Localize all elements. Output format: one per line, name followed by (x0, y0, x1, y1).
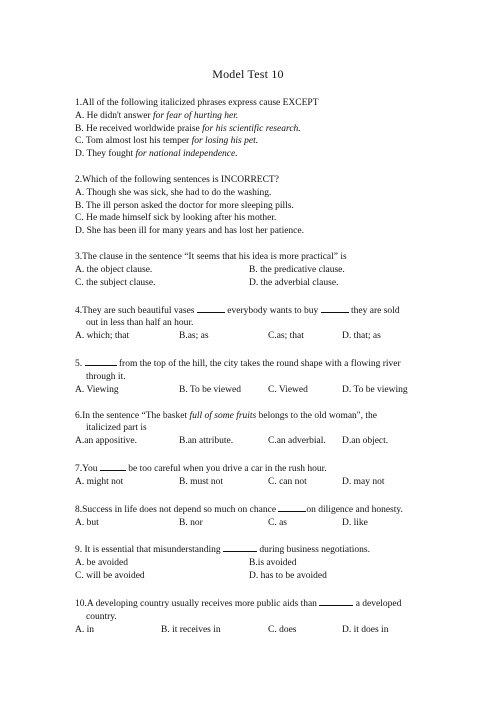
stem-continuation: through it. (86, 371, 126, 382)
stem-text: be too careful when you drive a car in the rush hour. (125, 464, 327, 475)
italic-phrase: for fear of hurting her. (152, 110, 239, 121)
question-2-option-a: A. Though she was sick, she had to do the washing. (75, 187, 272, 198)
stem-text: on diligence and honesty. (306, 504, 403, 515)
answer-blank (197, 303, 225, 313)
italic-phrase: for losing his pet. (191, 136, 259, 147)
question-7-options (75, 476, 423, 489)
question-1-option-d (75, 148, 423, 161)
question-8-options (75, 517, 423, 530)
question-2-option-d: D. She has been ill for many years and has lost her patience. (75, 226, 304, 237)
stem-text: during business negotiations. (257, 545, 370, 556)
stem-text: 9. It is essential that misunderstanding (75, 545, 224, 556)
option-text: A. He didn't answer (75, 110, 153, 121)
question-3-options-row-2 (75, 277, 423, 290)
question-5 (75, 356, 423, 396)
question-10-option-b: B. it receives in (161, 624, 221, 635)
italic-phrase: for his scientific research. (202, 123, 301, 134)
italic-phrase: full of some fruits (189, 410, 257, 421)
question-6-option-b: B.an attribute. (179, 436, 234, 447)
question-8-option-b: B. nor (179, 517, 203, 528)
option-text: C. Tom almost lost his temper (75, 136, 192, 147)
question-9-options-row-1 (75, 557, 423, 570)
stem-text: 4.They are such beautiful vases (75, 305, 197, 316)
answer-blank (100, 461, 126, 471)
question-4-options (75, 330, 423, 343)
answer-blank (278, 502, 306, 512)
answer-blank (319, 596, 353, 606)
stem-text: belongs to the old woman", the (256, 410, 378, 421)
answer-blank (85, 356, 117, 366)
question-6-option-d: D.an object. (342, 436, 389, 447)
question-5-option-c: C. Viewed (268, 384, 308, 395)
stem-text: 10.A developing country usually receives more public aids than (75, 598, 320, 609)
question-4 (75, 303, 423, 343)
stem-text: everybody wants to buy (224, 305, 321, 316)
question-4-option-c: C.as; that (268, 331, 304, 342)
question-list (75, 97, 423, 649)
question-2-stem: 2.Which of the following sentences is INCORRECT? (75, 175, 279, 186)
question-5-option-d: D. To be viewing (342, 384, 408, 395)
italic-phrase: for national independence. (135, 149, 238, 160)
stem-continuation: country. (86, 611, 117, 622)
question-10 (75, 596, 423, 636)
question-6-option-a: A.an appositive. (75, 436, 138, 447)
page-title: Model Test 10 (212, 67, 284, 81)
stem-continuation: out in less than half an hour. (86, 318, 194, 329)
question-6-option-c: C.an adverbial. (268, 436, 326, 447)
question-4-option-b: B.as; as (179, 331, 209, 342)
question-7-option-a: A. might not (75, 476, 124, 487)
question-5-stem (75, 356, 423, 384)
question-1-option-b (75, 123, 423, 136)
question-3-stem: 3.The clause in the sentence “It seems that his idea is more practical” is (75, 252, 347, 263)
question-5-option-a: A. Viewing (75, 384, 119, 395)
stem-text: a developed (353, 598, 402, 609)
question-8-option-d: D. like (342, 517, 368, 528)
question-6-stem (75, 410, 423, 436)
question-9-option-c: C. will be avoided (75, 571, 145, 582)
question-8-stem (75, 502, 423, 517)
question-9-stem (75, 542, 423, 557)
question-1-option-a (75, 110, 423, 123)
question-10-option-c: C. does (268, 624, 297, 635)
stem-continuation: italicized part is (86, 423, 147, 434)
question-9-option-d: D. has to be avoided (249, 571, 327, 582)
question-3 (75, 251, 423, 289)
question-9 (75, 542, 423, 582)
question-3-option-c: C. the subject clause. (75, 277, 156, 288)
question-4-option-a: A. which; that (75, 331, 130, 342)
stem-text: 8.Success in life does not depend so much on chance (75, 504, 279, 515)
question-4-option-d: D. that; as (342, 331, 381, 342)
question-2-option-b: B. The ill person asked the doctor for more sleeping pills. (75, 200, 294, 211)
question-8 (75, 502, 423, 530)
question-6-options (75, 435, 423, 448)
question-10-option-a: A. in (75, 624, 94, 635)
option-text: B. He received worldwide praise (75, 123, 203, 134)
option-text: D. They fought (75, 149, 136, 160)
question-5-option-b: B. To be viewed (179, 384, 241, 395)
question-7-option-d: D. may not (342, 476, 385, 487)
question-2 (75, 174, 423, 238)
question-8-option-a: A. but (75, 517, 99, 528)
question-3-option-b: B. the predicative clause. (249, 264, 345, 275)
question-8-option-c: C. as (268, 517, 287, 528)
question-10-option-d: D. it does in (342, 624, 389, 635)
question-9-options-row-2 (75, 570, 423, 583)
question-3-options-row-1 (75, 264, 423, 277)
question-3-option-a: A. the object clause. (75, 264, 153, 275)
stem-text: 7.You (75, 464, 100, 475)
question-1 (75, 97, 423, 161)
stem-text: 5. (75, 359, 85, 370)
question-7 (75, 461, 423, 489)
question-7-option-c: C. can not (268, 476, 307, 487)
question-10-options (75, 624, 423, 637)
stem-text: they are sold (348, 305, 400, 316)
question-5-options (75, 384, 423, 397)
answer-blank (223, 542, 257, 552)
question-10-stem (75, 596, 423, 624)
stem-text: 6.In the sentence “The basket (75, 410, 190, 421)
answer-blank (321, 303, 349, 313)
question-7-option-b: B. must not (179, 476, 224, 487)
question-4-stem (75, 303, 423, 331)
question-3-option-d: D. the adverbial clause. (249, 277, 339, 288)
question-9-option-b: B.is avoided (249, 558, 297, 569)
question-1-stem: 1.All of the following italicized phrases express cause EXCEPT (75, 98, 319, 108)
question-2-option-c: C. He made himself sick by looking after his mother. (75, 213, 277, 224)
question-9-option-a: A. be avoided (75, 558, 129, 569)
question-1-option-c (75, 135, 423, 148)
question-7-stem (75, 461, 423, 476)
question-6 (75, 410, 423, 448)
stem-text: from the top of the hill, the city takes the round shape with a flowing river (116, 359, 401, 370)
